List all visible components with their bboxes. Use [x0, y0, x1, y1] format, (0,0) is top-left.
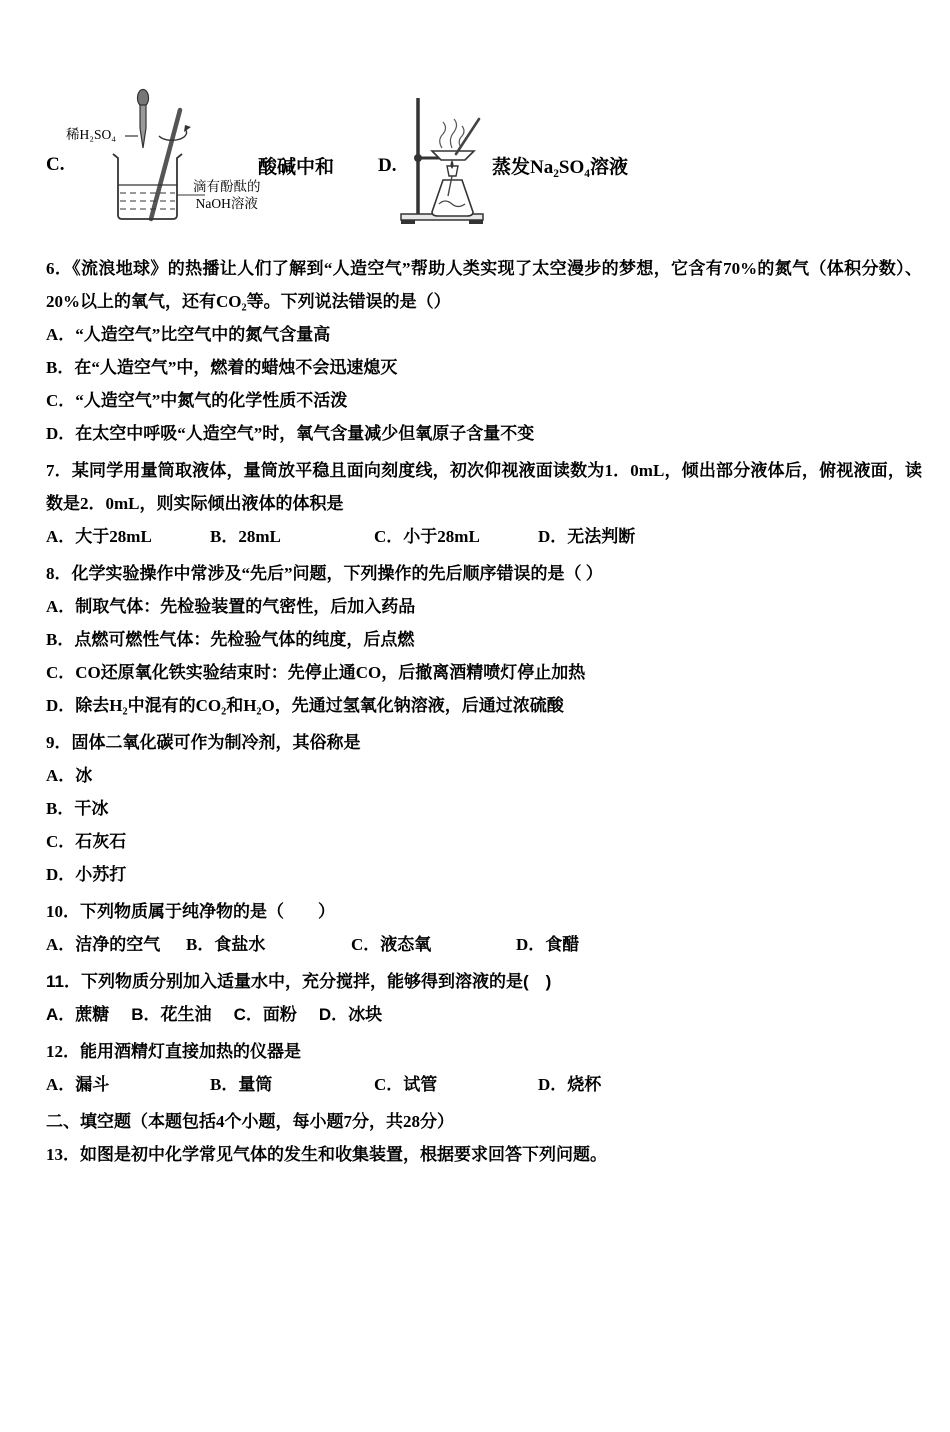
question-10 — [46, 895, 922, 961]
question-11-option-d: D．冰块 — [318, 1005, 383, 1024]
question-10-stem: 10．下列物质属于纯净物的是（ ） — [46, 902, 335, 921]
question-12-option-c: C．试管 — [374, 1075, 438, 1094]
question-6-stem: 6．《流浪地球》的热播让人们了解到“人造空气”帮助人类实现了太空漫步的梦想，它含有70%的氮气（体积分数）、20%以上的氧气，还有CO₂等。下列说法错误的是（） — [46, 259, 922, 311]
question-6-option-a: A．“人造空气”比空气中的氮气含量高 — [46, 325, 331, 344]
question-11 — [46, 965, 922, 1031]
question-list — [46, 252, 922, 1171]
exam-page — [0, 88, 950, 1171]
question-8-option-a: A．制取气体：先检验装置的气密性，后加入药品 — [46, 597, 416, 616]
question-7-option-d: D．无法判断 — [538, 527, 636, 546]
question-8-option-d: D．除去H₂中混有的CO₂和H₂O，先通过氢氧化钠溶液，后通过浓硫酸 — [46, 696, 564, 715]
question-7 — [46, 454, 922, 553]
question-11-options — [46, 998, 922, 1031]
question-6 — [46, 252, 922, 450]
question-12-option-b: B．量筒 — [210, 1075, 273, 1094]
question-9-option-b: B．干冰 — [46, 799, 109, 818]
question-9-stem: 9．固体二氧化碳可作为制冷剂，其俗称是 — [46, 733, 361, 752]
question-7-option-a: A．大于28mL — [46, 527, 152, 546]
section-2-header: 二、填空题（本题包括4个小题，每小题7分，共28分） — [46, 1112, 454, 1131]
question-6-option-d: D．在太空中呼吸“人造空气”时，氧气含量减少但氧原子含量不变 — [46, 424, 535, 443]
question-7-option-b: B．28mL — [210, 527, 281, 546]
question-12 — [46, 1035, 922, 1101]
question-10-options — [46, 928, 922, 961]
option-c-caption: 酸碱中和 — [258, 157, 335, 178]
evaporation-stand-diagram — [398, 96, 498, 232]
question-11-option-a: A．蔗糖 — [46, 1005, 110, 1024]
question-9-option-c: C．石灰石 — [46, 832, 127, 851]
option-d-label: D. — [378, 155, 397, 176]
solution-label — [193, 178, 261, 212]
question-9-option-d: D．小苏打 — [46, 865, 127, 884]
question-7-stem: 7．某同学用量筒取液体，量筒放平稳且面向刻度线，初次仰视液面读数为1．0mL，倾出部分液体后，俯视液面，读数是2．0mL，则实际倾出液体的体积是 — [46, 461, 922, 513]
question-12-option-d: D．烧杯 — [538, 1075, 602, 1094]
question-6-option-c: C．“人造空气”中氮气的化学性质不活泼 — [46, 391, 348, 410]
question-13-stem: 13．如图是初中化学常见气体的发生和收集装置，根据要求回答下列问题。 — [46, 1145, 607, 1164]
question-12-options — [46, 1068, 922, 1101]
solution-label-line1: 滴有酚酞的 — [193, 179, 261, 194]
question-8-stem: 8．化学实验操作中常涉及“先后”问题，下列操作的先后顺序错误的是（ ） — [46, 564, 603, 583]
question-10-option-d: D．食醋 — [516, 935, 580, 954]
option-c-label: C. — [46, 154, 65, 175]
question-12-option-a: A．漏斗 — [46, 1075, 110, 1094]
question-9-option-a: A．冰 — [46, 766, 93, 785]
question-12-stem: 12．能用酒精灯直接加热的仪器是 — [46, 1042, 301, 1061]
question-6-option-b: B．在“人造空气”中，燃着的蜡烛不会迅速熄灭 — [46, 358, 398, 377]
question-8 — [46, 557, 922, 722]
option-d-caption: 蒸发Na₂SO₄溶液 — [492, 157, 628, 178]
neutralization-beaker-diagram — [101, 88, 216, 234]
question-8-option-b: B．点燃可燃性气体：先检验气体的纯度，后点燃 — [46, 630, 415, 649]
question-7-option-c: C．小于28mL — [374, 527, 480, 546]
question-10-option-a: A．洁净的空气 — [46, 935, 161, 954]
question-10-option-b: B．食盐水 — [186, 935, 266, 954]
figure-row — [46, 88, 922, 240]
question-7-options — [46, 520, 922, 553]
solution-label-line2: NaOH溶液 — [195, 196, 258, 211]
question-8-option-c: C．CO还原氧化铁实验结束时：先停止通CO，后撤离酒精喷灯停止加热 — [46, 663, 586, 682]
question-10-option-c: C．液态氧 — [351, 935, 432, 954]
reagent-label: 稀H₂SO₄ — [66, 127, 116, 142]
question-11-stem: 11．下列物质分别加入适量水中，充分搅拌，能够得到溶液的是( ) — [46, 972, 552, 991]
question-11-option-b: B．花生油 — [131, 1005, 212, 1024]
question-9 — [46, 726, 922, 891]
question-11-option-c: C．面粉 — [233, 1005, 297, 1024]
